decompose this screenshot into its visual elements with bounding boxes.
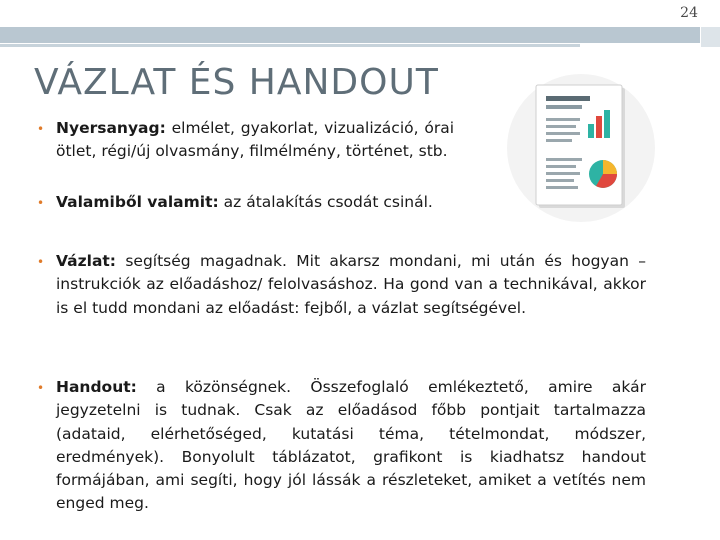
text-line xyxy=(546,172,580,175)
bullet-valamibol xyxy=(37,191,454,214)
bullet-text: segítség magadnak. Mit akarsz mondani, mi után és hogyan – instrukciók az előadáshoz/ felolvasáshoz. Ha gond van a technikával, akkor is el tudd mondani az előadást: fejből, a vázlat segítségével. xyxy=(56,252,646,317)
text-line xyxy=(546,165,576,168)
bullet-handout xyxy=(37,376,646,516)
bullet-text: elmélet, gyakorlat, vizualizáció, órai ötlet, régi/új olvasmány, filmélmény, történet, stb. xyxy=(56,119,454,161)
bullet-label: Valamiből valamit: xyxy=(56,193,219,211)
header-line-2 xyxy=(546,105,582,109)
bullet-text: az átalakítás csodát csinál. xyxy=(218,193,433,211)
bullet-icon: • xyxy=(37,381,45,395)
text-line xyxy=(546,132,580,135)
mini-bar-1 xyxy=(588,124,594,138)
page-number: 24 xyxy=(680,5,698,21)
slide-title: VÁZLAT ÉS HANDOUT xyxy=(34,62,439,103)
bullet-icon: • xyxy=(37,255,45,269)
text-line xyxy=(546,125,576,128)
pie-chart-icon xyxy=(589,160,617,188)
text-line xyxy=(546,139,572,142)
header-line-1 xyxy=(546,96,590,101)
text-line xyxy=(546,118,580,121)
header-underline xyxy=(0,44,580,47)
text-line xyxy=(546,158,582,161)
bullet-icon: • xyxy=(37,122,45,136)
mini-bar-2 xyxy=(596,116,602,138)
bullet-icon: • xyxy=(37,196,45,210)
bullet-nyersanyag xyxy=(37,117,454,164)
text-line xyxy=(546,186,578,189)
mini-bar-3 xyxy=(604,110,610,138)
bullet-label: Nyersanyag: xyxy=(56,119,166,137)
bullet-label: Handout: xyxy=(56,378,137,396)
report-document-icon xyxy=(506,72,656,224)
bullet-text: a közönségnek. Összefoglaló emlékeztető, amire akár jegyzetelni is tudnak. Csak az előadásod főbb pontjait tartalmazza (adataid, elérhetőséged, kutatási téma, tételmondat, módszer, eredmények). Bonyolult táblázatot, grafikont is kiadhatsz handout formájában, ami segíti, hogy jól lássák a részleteket, amiket a vetítés nem enged meg. xyxy=(56,378,646,513)
bullet-vazlat xyxy=(37,250,646,320)
text-line xyxy=(546,179,574,182)
bullet-label: Vázlat: xyxy=(56,252,117,270)
header-bar-end xyxy=(701,27,720,47)
header-bar xyxy=(0,27,700,43)
